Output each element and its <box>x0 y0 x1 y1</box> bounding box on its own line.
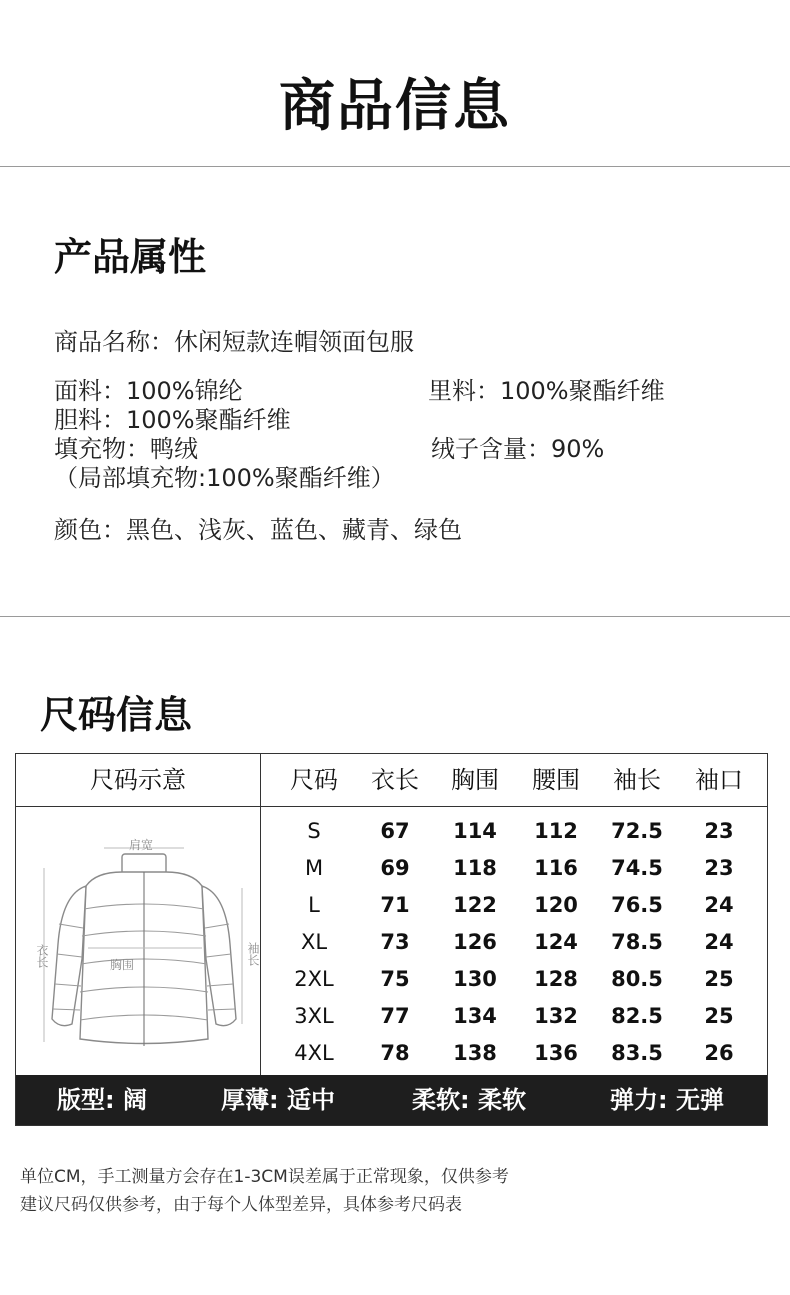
sleeve-cell: 76.5 <box>611 893 663 917</box>
column-header: 腰围 <box>532 766 580 794</box>
divider <box>0 166 790 167</box>
divider <box>0 616 790 617</box>
sleeve-cell: 83.5 <box>611 1041 663 1065</box>
waist-cell: 132 <box>534 1004 578 1028</box>
chest-cell: 118 <box>453 856 497 880</box>
attributes-title: 产品属性 <box>54 235 207 279</box>
attr-partial-filling: （局部填充物:100%聚酯纤维） <box>54 464 395 492</box>
chest-cell: 126 <box>453 930 497 954</box>
sleeve-cell: 80.5 <box>611 967 663 991</box>
size-cell: 4XL <box>294 1041 334 1065</box>
length-cell: 75 <box>380 967 410 991</box>
sleeve-cell: 72.5 <box>611 819 663 843</box>
waist-cell: 124 <box>534 930 578 954</box>
note-line: 单位CM，手工测量方会存在1-3CM误差属于正常现象，仅供参考 <box>20 1167 509 1187</box>
waist-cell: 120 <box>534 893 578 917</box>
cuff-cell: 24 <box>704 893 734 917</box>
chest-cell: 134 <box>453 1004 497 1028</box>
chest-cell: 130 <box>453 967 497 991</box>
waist-cell: 136 <box>534 1041 578 1065</box>
chest-cell: 138 <box>453 1041 497 1065</box>
length-cell: 71 <box>380 893 410 917</box>
cuff-cell: 25 <box>704 1004 734 1028</box>
cuff-cell: 23 <box>704 856 734 880</box>
attr-colors: 颜色：黑色、浅灰、蓝色、藏青、绿色 <box>54 516 462 544</box>
column-header: 胸围 <box>451 766 499 794</box>
feature-thickness: 厚薄: 适中 <box>221 1086 335 1114</box>
attr-lining: 里料：100%聚酯纤维 <box>428 377 665 405</box>
length-cell: 69 <box>380 856 410 880</box>
column-header: 尺码 <box>290 766 338 794</box>
length-cell: 78 <box>380 1041 410 1065</box>
attr-fabric: 面料：100%锦纶 <box>54 377 243 405</box>
size-info-title: 尺码信息 <box>40 693 193 737</box>
cuff-cell: 24 <box>704 930 734 954</box>
length-cell: 67 <box>380 819 410 843</box>
diagram-header: 尺码示意 <box>90 766 186 794</box>
column-header: 衣长 <box>371 766 419 794</box>
size-cell: S <box>307 819 321 843</box>
sleeve-label: 袖长 <box>246 942 260 966</box>
feature-elasticity: 弹力: 无弹 <box>610 1086 724 1114</box>
length-label: 衣长 <box>35 944 49 968</box>
waist-cell: 112 <box>534 819 578 843</box>
table-divider <box>260 754 261 1076</box>
table-divider <box>16 806 767 807</box>
chest-cell: 114 <box>453 819 497 843</box>
page-title: 商品信息 <box>279 74 511 139</box>
sleeve-cell: 78.5 <box>611 930 663 954</box>
length-cell: 77 <box>380 1004 410 1028</box>
waist-cell: 128 <box>534 967 578 991</box>
sleeve-cell: 82.5 <box>611 1004 663 1028</box>
waist-cell: 116 <box>534 856 578 880</box>
size-cell: L <box>308 893 320 917</box>
attr-filling: 填充物：鸭绒 <box>54 435 198 463</box>
size-cell: M <box>304 856 324 880</box>
size-cell: 3XL <box>294 1004 334 1028</box>
size-cell: XL <box>300 930 328 954</box>
jacket-illustration <box>26 824 252 1064</box>
column-header: 袖长 <box>613 766 661 794</box>
cuff-cell: 23 <box>704 819 734 843</box>
feature-softness: 柔软: 柔软 <box>412 1086 526 1114</box>
cuff-cell: 26 <box>704 1041 734 1065</box>
attr-inner: 胆料：100%聚酯纤维 <box>54 406 291 434</box>
chest-label: 胸围 <box>110 958 135 972</box>
attr-product-name: 商品名称：休闲短款连帽领面包服 <box>54 328 414 356</box>
attr-down-content: 绒子含量：90% <box>431 435 605 463</box>
jacket-diagram <box>26 824 260 1064</box>
note-line: 建议尺码仅供参考，由于每个人体型差异，具体参考尺码表 <box>20 1195 462 1215</box>
size-table <box>15 753 768 1126</box>
column-header: 袖口 <box>695 766 743 794</box>
sleeve-cell: 74.5 <box>611 856 663 880</box>
length-cell: 73 <box>380 930 410 954</box>
features-bar <box>16 1075 767 1125</box>
cuff-cell: 25 <box>704 967 734 991</box>
feature-fit: 版型: 阔 <box>57 1086 147 1114</box>
shoulder-label: 肩宽 <box>129 838 154 852</box>
size-cell: 2XL <box>294 967 334 991</box>
chest-cell: 122 <box>453 893 497 917</box>
